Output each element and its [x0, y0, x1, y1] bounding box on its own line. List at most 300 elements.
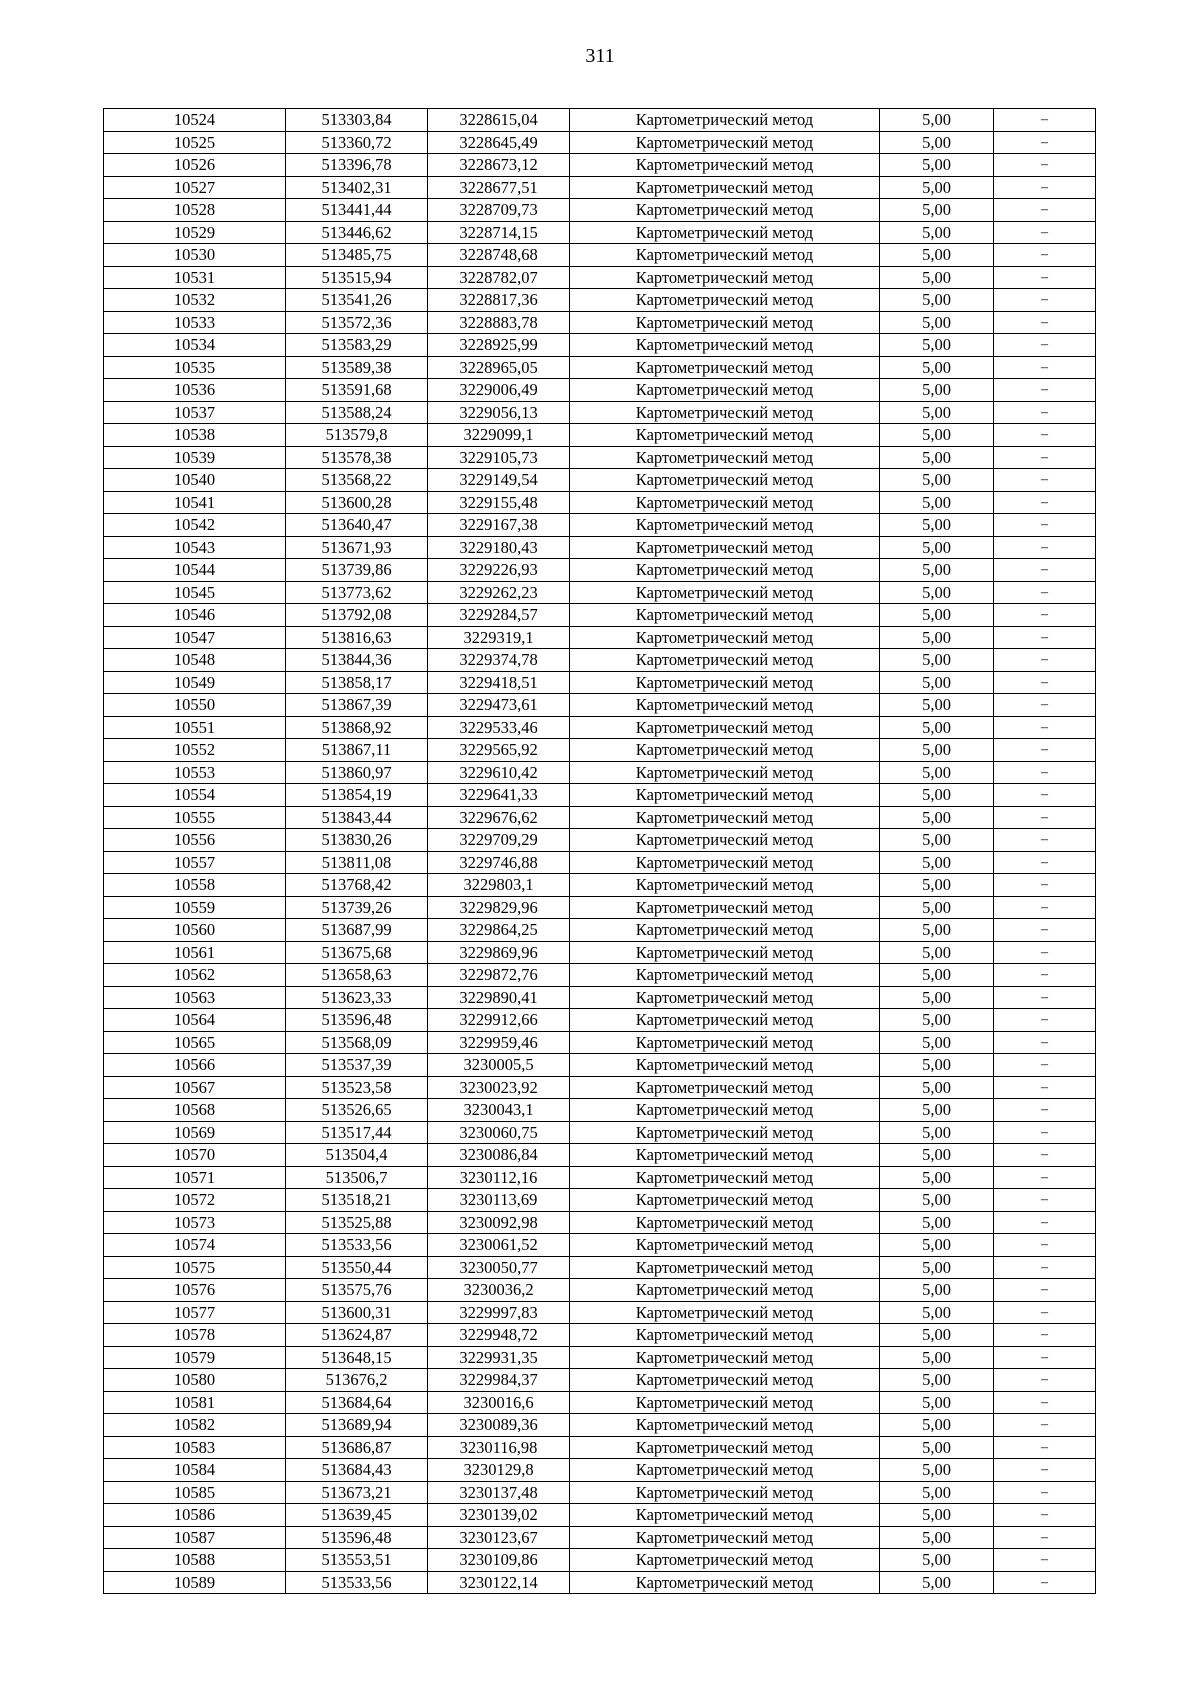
point-number-cell: 10537 [104, 401, 286, 424]
x-coordinate-cell: 513640,47 [286, 514, 428, 537]
x-coordinate-cell: 513684,64 [286, 1391, 428, 1414]
accuracy-cell: 5,00 [880, 1504, 994, 1527]
point-number-cell: 10543 [104, 536, 286, 559]
table-row [104, 919, 1096, 942]
note-cell: – [994, 491, 1096, 514]
table-row [104, 671, 1096, 694]
method-cell: Картометрический метод [570, 1459, 880, 1482]
y-coordinate-cell: 3230139,02 [428, 1504, 570, 1527]
accuracy-cell: 5,00 [880, 1414, 994, 1437]
note-cell: – [994, 1166, 1096, 1189]
note-cell: – [994, 446, 1096, 469]
point-number-cell: 10525 [104, 131, 286, 154]
point-number-cell: 10554 [104, 784, 286, 807]
method-cell: Картометрический метод [570, 1279, 880, 1302]
table-row [104, 1076, 1096, 1099]
y-coordinate-cell: 3229099,1 [428, 424, 570, 447]
x-coordinate-cell: 513596,48 [286, 1526, 428, 1549]
x-coordinate-cell: 513854,19 [286, 784, 428, 807]
accuracy-cell: 5,00 [880, 851, 994, 874]
point-number-cell: 10571 [104, 1166, 286, 1189]
point-number-cell: 10567 [104, 1076, 286, 1099]
note-cell: – [994, 514, 1096, 537]
y-coordinate-cell: 3229641,33 [428, 784, 570, 807]
method-cell: Картометрический метод [570, 1571, 880, 1594]
x-coordinate-cell: 513623,33 [286, 986, 428, 1009]
point-number-cell: 10581 [104, 1391, 286, 1414]
note-cell: – [994, 1549, 1096, 1572]
method-cell: Картометрический метод [570, 1189, 880, 1212]
x-coordinate-cell: 513541,26 [286, 289, 428, 312]
table-row [104, 446, 1096, 469]
method-cell: Картометрический метод [570, 671, 880, 694]
x-coordinate-cell: 513506,7 [286, 1166, 428, 1189]
point-number-cell: 10580 [104, 1369, 286, 1392]
x-coordinate-cell: 513867,39 [286, 694, 428, 717]
x-coordinate-cell: 513792,08 [286, 604, 428, 627]
point-number-cell: 10563 [104, 986, 286, 1009]
table-row [104, 1189, 1096, 1212]
point-number-cell: 10548 [104, 649, 286, 672]
accuracy-cell: 5,00 [880, 176, 994, 199]
note-cell: – [994, 1031, 1096, 1054]
table-row [104, 109, 1096, 132]
accuracy-cell: 5,00 [880, 1076, 994, 1099]
y-coordinate-cell: 3230123,67 [428, 1526, 570, 1549]
x-coordinate-cell: 513624,87 [286, 1324, 428, 1347]
method-cell: Картометрический метод [570, 806, 880, 829]
y-coordinate-cell: 3229533,46 [428, 716, 570, 739]
table-row [104, 311, 1096, 334]
accuracy-cell: 5,00 [880, 199, 994, 222]
method-cell: Картометрический метод [570, 1031, 880, 1054]
table-row [104, 829, 1096, 852]
y-coordinate-cell: 3230036,2 [428, 1279, 570, 1302]
note-cell: – [994, 806, 1096, 829]
table-row [104, 131, 1096, 154]
x-coordinate-cell: 513504,4 [286, 1144, 428, 1167]
method-cell: Картометрический метод [570, 491, 880, 514]
point-number-cell: 10577 [104, 1301, 286, 1324]
table-row [104, 964, 1096, 987]
method-cell: Картометрический метод [570, 581, 880, 604]
method-cell: Картометрический метод [570, 1369, 880, 1392]
point-number-cell: 10559 [104, 896, 286, 919]
method-cell: Картометрический метод [570, 986, 880, 1009]
method-cell: Картометрический метод [570, 626, 880, 649]
method-cell: Картометрический метод [570, 469, 880, 492]
method-cell: Картометрический метод [570, 401, 880, 424]
table-row [104, 1121, 1096, 1144]
y-coordinate-cell: 3230023,92 [428, 1076, 570, 1099]
method-cell: Картометрический метод [570, 199, 880, 222]
y-coordinate-cell: 3228673,12 [428, 154, 570, 177]
table-row [104, 694, 1096, 717]
accuracy-cell: 5,00 [880, 491, 994, 514]
accuracy-cell: 5,00 [880, 514, 994, 537]
point-number-cell: 10573 [104, 1211, 286, 1234]
x-coordinate-cell: 513526,65 [286, 1099, 428, 1122]
x-coordinate-cell: 513860,97 [286, 761, 428, 784]
x-coordinate-cell: 513360,72 [286, 131, 428, 154]
y-coordinate-cell: 3229931,35 [428, 1346, 570, 1369]
method-cell: Картометрический метод [570, 244, 880, 267]
note-cell: – [994, 356, 1096, 379]
note-cell: – [994, 424, 1096, 447]
point-number-cell: 10542 [104, 514, 286, 537]
point-number-cell: 10576 [104, 1279, 286, 1302]
accuracy-cell: 5,00 [880, 739, 994, 762]
y-coordinate-cell: 3230086,84 [428, 1144, 570, 1167]
accuracy-cell: 5,00 [880, 244, 994, 267]
method-cell: Картометрический метод [570, 446, 880, 469]
x-coordinate-cell: 513446,62 [286, 221, 428, 244]
note-cell: – [994, 829, 1096, 852]
table-row [104, 356, 1096, 379]
method-cell: Картометрический метод [570, 266, 880, 289]
table-row [104, 379, 1096, 402]
accuracy-cell: 5,00 [880, 1324, 994, 1347]
note-cell: – [994, 671, 1096, 694]
table-row [104, 401, 1096, 424]
note-cell: – [994, 1054, 1096, 1077]
table-row [104, 289, 1096, 312]
note-cell: – [994, 131, 1096, 154]
note-cell: – [994, 401, 1096, 424]
accuracy-cell: 5,00 [880, 1549, 994, 1572]
y-coordinate-cell: 3230129,8 [428, 1459, 570, 1482]
x-coordinate-cell: 513518,21 [286, 1189, 428, 1212]
x-coordinate-cell: 513537,39 [286, 1054, 428, 1077]
y-coordinate-cell: 3229418,51 [428, 671, 570, 694]
table-row [104, 154, 1096, 177]
point-number-cell: 10582 [104, 1414, 286, 1437]
x-coordinate-cell: 513402,31 [286, 176, 428, 199]
method-cell: Картометрический метод [570, 829, 880, 852]
point-number-cell: 10532 [104, 289, 286, 312]
x-coordinate-cell: 513578,38 [286, 446, 428, 469]
accuracy-cell: 5,00 [880, 536, 994, 559]
accuracy-cell: 5,00 [880, 446, 994, 469]
point-number-cell: 10536 [104, 379, 286, 402]
x-coordinate-cell: 513811,08 [286, 851, 428, 874]
note-cell: – [994, 1144, 1096, 1167]
accuracy-cell: 5,00 [880, 694, 994, 717]
accuracy-cell: 5,00 [880, 919, 994, 942]
note-cell: – [994, 761, 1096, 784]
x-coordinate-cell: 513303,84 [286, 109, 428, 132]
y-coordinate-cell: 3229890,41 [428, 986, 570, 1009]
point-number-cell: 10589 [104, 1571, 286, 1594]
method-cell: Картометрический метод [570, 1301, 880, 1324]
accuracy-cell: 5,00 [880, 1121, 994, 1144]
y-coordinate-cell: 3229374,78 [428, 649, 570, 672]
y-coordinate-cell: 3230005,5 [428, 1054, 570, 1077]
y-coordinate-cell: 3229610,42 [428, 761, 570, 784]
note-cell: – [994, 1324, 1096, 1347]
accuracy-cell: 5,00 [880, 986, 994, 1009]
method-cell: Картометрический метод [570, 1526, 880, 1549]
point-number-cell: 10574 [104, 1234, 286, 1257]
note-cell: – [994, 1189, 1096, 1212]
point-number-cell: 10553 [104, 761, 286, 784]
x-coordinate-cell: 513550,44 [286, 1256, 428, 1279]
note-cell: – [994, 581, 1096, 604]
note-cell: – [994, 266, 1096, 289]
method-cell: Картометрический метод [570, 851, 880, 874]
accuracy-cell: 5,00 [880, 1009, 994, 1032]
point-number-cell: 10584 [104, 1459, 286, 1482]
accuracy-cell: 5,00 [880, 1166, 994, 1189]
table-row [104, 874, 1096, 897]
method-cell: Картометрический метод [570, 1234, 880, 1257]
note-cell: – [994, 1459, 1096, 1482]
point-number-cell: 10531 [104, 266, 286, 289]
y-coordinate-cell: 3228817,36 [428, 289, 570, 312]
method-cell: Картометрический метод [570, 941, 880, 964]
note-cell: – [994, 851, 1096, 874]
note-cell: – [994, 199, 1096, 222]
point-number-cell: 10535 [104, 356, 286, 379]
x-coordinate-cell: 513572,36 [286, 311, 428, 334]
table-row [104, 806, 1096, 829]
coordinates-table-body [104, 109, 1096, 1594]
note-cell: – [994, 1414, 1096, 1437]
accuracy-cell: 5,00 [880, 1369, 994, 1392]
x-coordinate-cell: 513658,63 [286, 964, 428, 987]
table-row [104, 1211, 1096, 1234]
accuracy-cell: 5,00 [880, 401, 994, 424]
coordinates-table [103, 108, 1096, 1594]
table-row [104, 1346, 1096, 1369]
accuracy-cell: 5,00 [880, 626, 994, 649]
y-coordinate-cell: 3228677,51 [428, 176, 570, 199]
point-number-cell: 10588 [104, 1549, 286, 1572]
y-coordinate-cell: 3229984,37 [428, 1369, 570, 1392]
method-cell: Картометрический метод [570, 1121, 880, 1144]
method-cell: Картометрический метод [570, 356, 880, 379]
y-coordinate-cell: 3230092,98 [428, 1211, 570, 1234]
y-coordinate-cell: 3229912,66 [428, 1009, 570, 1032]
accuracy-cell: 5,00 [880, 649, 994, 672]
method-cell: Картометрический метод [570, 1481, 880, 1504]
table-row [104, 1031, 1096, 1054]
table-row [104, 1391, 1096, 1414]
method-cell: Картометрический метод [570, 379, 880, 402]
method-cell: Картометрический метод [570, 874, 880, 897]
point-number-cell: 10558 [104, 874, 286, 897]
table-row [104, 1324, 1096, 1347]
x-coordinate-cell: 513591,68 [286, 379, 428, 402]
x-coordinate-cell: 513533,56 [286, 1234, 428, 1257]
table-row [104, 514, 1096, 537]
accuracy-cell: 5,00 [880, 311, 994, 334]
accuracy-cell: 5,00 [880, 829, 994, 852]
accuracy-cell: 5,00 [880, 266, 994, 289]
x-coordinate-cell: 513589,38 [286, 356, 428, 379]
accuracy-cell: 5,00 [880, 1346, 994, 1369]
note-cell: – [994, 986, 1096, 1009]
method-cell: Картометрический метод [570, 514, 880, 537]
note-cell: – [994, 1234, 1096, 1257]
table-row [104, 469, 1096, 492]
note-cell: – [994, 154, 1096, 177]
y-coordinate-cell: 3229105,73 [428, 446, 570, 469]
point-number-cell: 10551 [104, 716, 286, 739]
note-cell: – [994, 379, 1096, 402]
x-coordinate-cell: 513600,28 [286, 491, 428, 514]
method-cell: Картометрический метод [570, 334, 880, 357]
point-number-cell: 10568 [104, 1099, 286, 1122]
point-number-cell: 10566 [104, 1054, 286, 1077]
y-coordinate-cell: 3228645,49 [428, 131, 570, 154]
point-number-cell: 10583 [104, 1436, 286, 1459]
x-coordinate-cell: 513596,48 [286, 1009, 428, 1032]
note-cell: – [994, 1369, 1096, 1392]
point-number-cell: 10569 [104, 1121, 286, 1144]
method-cell: Картометрический метод [570, 896, 880, 919]
table-row [104, 1144, 1096, 1167]
accuracy-cell: 5,00 [880, 289, 994, 312]
table-row [104, 1414, 1096, 1437]
point-number-cell: 10557 [104, 851, 286, 874]
table-row [104, 1549, 1096, 1572]
table-row [104, 199, 1096, 222]
y-coordinate-cell: 3230016,6 [428, 1391, 570, 1414]
y-coordinate-cell: 3229676,62 [428, 806, 570, 829]
table-row [104, 941, 1096, 964]
accuracy-cell: 5,00 [880, 896, 994, 919]
accuracy-cell: 5,00 [880, 784, 994, 807]
table-row [104, 536, 1096, 559]
note-cell: – [994, 1571, 1096, 1594]
point-number-cell: 10538 [104, 424, 286, 447]
method-cell: Картометрический метод [570, 694, 880, 717]
y-coordinate-cell: 3229473,61 [428, 694, 570, 717]
point-number-cell: 10544 [104, 559, 286, 582]
method-cell: Картометрический метод [570, 1436, 880, 1459]
x-coordinate-cell: 513867,11 [286, 739, 428, 762]
x-coordinate-cell: 513843,44 [286, 806, 428, 829]
y-coordinate-cell: 3228782,07 [428, 266, 570, 289]
method-cell: Картометрический метод [570, 1144, 880, 1167]
note-cell: – [994, 941, 1096, 964]
note-cell: – [994, 109, 1096, 132]
point-number-cell: 10564 [104, 1009, 286, 1032]
x-coordinate-cell: 513773,62 [286, 581, 428, 604]
y-coordinate-cell: 3229319,1 [428, 626, 570, 649]
note-cell: – [994, 1211, 1096, 1234]
x-coordinate-cell: 513868,92 [286, 716, 428, 739]
x-coordinate-cell: 513844,36 [286, 649, 428, 672]
accuracy-cell: 5,00 [880, 1436, 994, 1459]
method-cell: Картометрический метод [570, 761, 880, 784]
accuracy-cell: 5,00 [880, 716, 994, 739]
table-row [104, 716, 1096, 739]
accuracy-cell: 5,00 [880, 1481, 994, 1504]
note-cell: – [994, 919, 1096, 942]
accuracy-cell: 5,00 [880, 469, 994, 492]
x-coordinate-cell: 513533,56 [286, 1571, 428, 1594]
table-row [104, 559, 1096, 582]
note-cell: – [994, 604, 1096, 627]
x-coordinate-cell: 513686,87 [286, 1436, 428, 1459]
accuracy-cell: 5,00 [880, 424, 994, 447]
table-row [104, 1099, 1096, 1122]
y-coordinate-cell: 3230060,75 [428, 1121, 570, 1144]
point-number-cell: 10585 [104, 1481, 286, 1504]
y-coordinate-cell: 3229746,88 [428, 851, 570, 874]
accuracy-cell: 5,00 [880, 154, 994, 177]
table-row [104, 784, 1096, 807]
point-number-cell: 10529 [104, 221, 286, 244]
note-cell: – [994, 874, 1096, 897]
x-coordinate-cell: 513485,75 [286, 244, 428, 267]
x-coordinate-cell: 513675,68 [286, 941, 428, 964]
x-coordinate-cell: 513739,26 [286, 896, 428, 919]
method-cell: Картометрический метод [570, 424, 880, 447]
y-coordinate-cell: 3230043,1 [428, 1099, 570, 1122]
point-number-cell: 10545 [104, 581, 286, 604]
point-number-cell: 10530 [104, 244, 286, 267]
accuracy-cell: 5,00 [880, 221, 994, 244]
x-coordinate-cell: 513568,22 [286, 469, 428, 492]
x-coordinate-cell: 513575,76 [286, 1279, 428, 1302]
y-coordinate-cell: 3228883,78 [428, 311, 570, 334]
note-cell: – [994, 896, 1096, 919]
note-cell: – [994, 311, 1096, 334]
y-coordinate-cell: 3229869,96 [428, 941, 570, 964]
point-number-cell: 10561 [104, 941, 286, 964]
x-coordinate-cell: 513515,94 [286, 266, 428, 289]
accuracy-cell: 5,00 [880, 356, 994, 379]
y-coordinate-cell: 3228965,05 [428, 356, 570, 379]
accuracy-cell: 5,00 [880, 109, 994, 132]
point-number-cell: 10539 [104, 446, 286, 469]
accuracy-cell: 5,00 [880, 1189, 994, 1212]
x-coordinate-cell: 513858,17 [286, 671, 428, 694]
accuracy-cell: 5,00 [880, 334, 994, 357]
y-coordinate-cell: 3228615,04 [428, 109, 570, 132]
point-number-cell: 10540 [104, 469, 286, 492]
point-number-cell: 10552 [104, 739, 286, 762]
y-coordinate-cell: 3229803,1 [428, 874, 570, 897]
accuracy-cell: 5,00 [880, 1144, 994, 1167]
note-cell: – [994, 469, 1096, 492]
table-row [104, 1481, 1096, 1504]
accuracy-cell: 5,00 [880, 379, 994, 402]
method-cell: Картометрический метод [570, 221, 880, 244]
y-coordinate-cell: 3230137,48 [428, 1481, 570, 1504]
x-coordinate-cell: 513816,63 [286, 626, 428, 649]
note-cell: – [994, 1256, 1096, 1279]
point-number-cell: 10533 [104, 311, 286, 334]
table-row [104, 986, 1096, 1009]
accuracy-cell: 5,00 [880, 1211, 994, 1234]
y-coordinate-cell: 3230116,98 [428, 1436, 570, 1459]
y-coordinate-cell: 3230050,77 [428, 1256, 570, 1279]
point-number-cell: 10541 [104, 491, 286, 514]
method-cell: Картометрический метод [570, 1414, 880, 1437]
table-row [104, 1459, 1096, 1482]
table-row [104, 1526, 1096, 1549]
accuracy-cell: 5,00 [880, 131, 994, 154]
accuracy-cell: 5,00 [880, 964, 994, 987]
table-row [104, 424, 1096, 447]
accuracy-cell: 5,00 [880, 1054, 994, 1077]
method-cell: Картометрический метод [570, 716, 880, 739]
x-coordinate-cell: 513588,24 [286, 401, 428, 424]
